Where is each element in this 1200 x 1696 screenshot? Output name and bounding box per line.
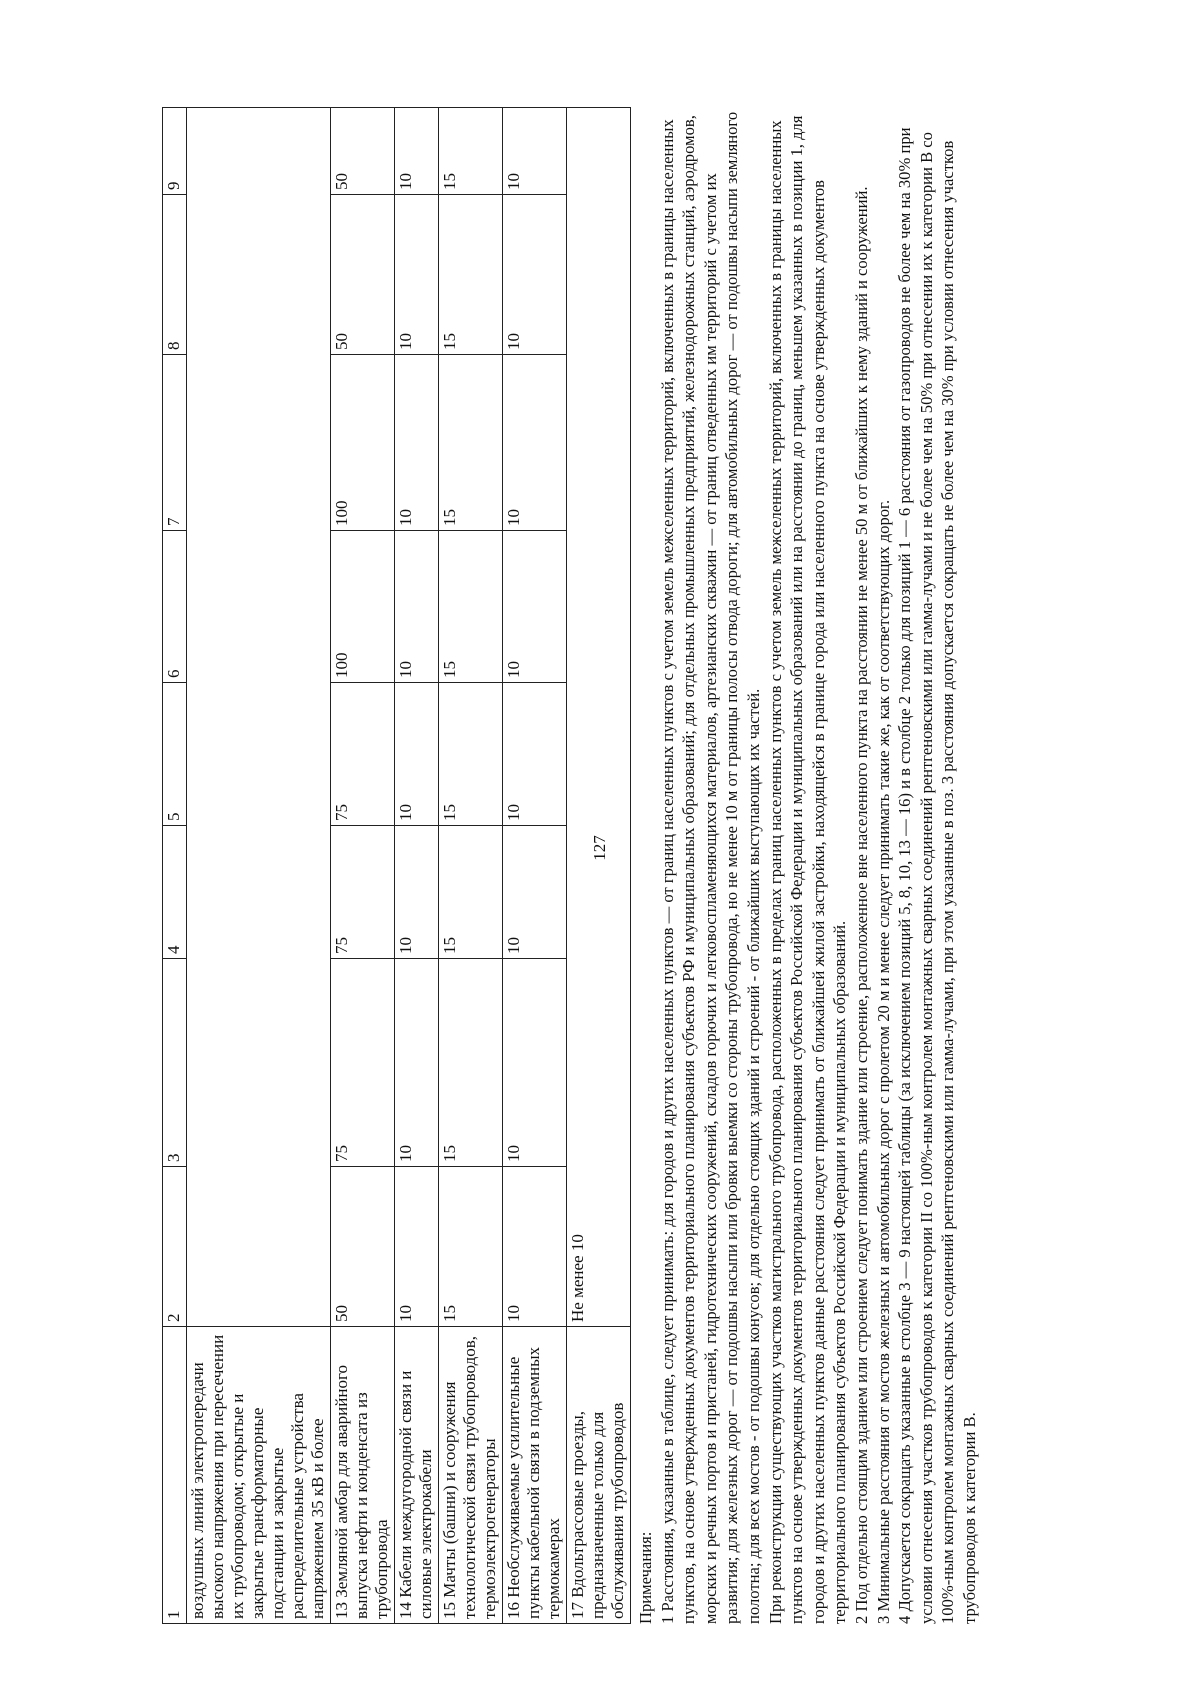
table-row <box>395 108 439 1624</box>
value-cell: 50 <box>331 1167 395 1327</box>
empty-cell <box>187 108 331 1327</box>
merged-value-cell: Не менее 10 <box>567 108 631 1327</box>
header-cell: 4 <box>163 826 187 959</box>
value-cell: 10 <box>395 531 439 683</box>
value-cell: 15 <box>439 108 503 195</box>
value-cell: 75 <box>331 959 395 1167</box>
value-cell: 15 <box>439 826 503 959</box>
header-cell: 8 <box>163 195 187 355</box>
row-label: 14 Кабели междугородной связи и силовые электрокабели <box>395 1327 439 1624</box>
value-cell: 75 <box>331 683 395 826</box>
value-cell: 50 <box>331 108 395 195</box>
header-cell: 1 <box>163 1327 187 1624</box>
row-label: 13 Земляной амбар для аварийного выпуска нефти и конденсата из трубопровода <box>331 1327 395 1624</box>
table-header-row <box>163 108 187 1624</box>
table-row-continuation <box>187 108 331 1624</box>
table-row <box>331 108 395 1624</box>
value-cell: 10 <box>503 959 567 1167</box>
table-row <box>439 108 503 1624</box>
value-cell: 10 <box>503 1167 567 1327</box>
value-cell: 10 <box>503 355 567 531</box>
note-paragraph: 3 Минимальные расстояния от мостов железных и автомобильных дорог с пролетом 20 м и менее следует принимать такие же, как от соответствующих дорог. <box>873 499 893 1624</box>
value-cell: 75 <box>331 826 395 959</box>
value-cell: 10 <box>395 959 439 1167</box>
value-cell: 100 <box>331 355 395 531</box>
value-cell: 15 <box>439 195 503 355</box>
header-cell: 7 <box>163 355 187 531</box>
notes-section <box>635 108 981 1624</box>
value-cell: 10 <box>395 683 439 826</box>
value-cell: 10 <box>395 195 439 355</box>
page-number: 127 <box>590 835 609 861</box>
value-cell: 10 <box>503 531 567 683</box>
row-label: воздушных линий электропередачи высокого напряжения при пересечении их трубопроводом; открытые и закрытые трансформаторные подстанции и закрытые распределительные устройства напряжением 35 кВ и более <box>187 1327 331 1624</box>
value-cell: 10 <box>395 355 439 531</box>
value-cell: 10 <box>395 108 439 195</box>
distance-table <box>162 107 631 1624</box>
header-cell: 6 <box>163 531 187 683</box>
header-cell: 2 <box>163 1167 187 1327</box>
value-cell: 15 <box>439 531 503 683</box>
note-paragraph: При реконструкции существующих участков магистрального трубопровода, расположенных в пределах границ населенных пунктов с учетом земель межселенных территорий, включенных в границы населенных пунктов на основе утвержденных документов территориального планирования субъектов Российской Федерации и муниципальных образований или на расстоянии до границ, меньшем указанных в позиции 1, для городов и других населенных пунктов данные расстояния следует принимать от ближайшей жилой застройки, находящейся в границе города или населенного пункта на основе утвержденных документов территориального планирования субъектов Российской Федерации и муниципальных образований. <box>765 115 850 1624</box>
table-row <box>503 108 567 1624</box>
header-cell: 5 <box>163 683 187 826</box>
value-cell: 100 <box>331 531 395 683</box>
table-row-17 <box>567 108 631 1624</box>
header-cell: 9 <box>163 108 187 195</box>
row-label: 15 Мачты (башни) и сооружения технологической связи трубопроводов, термоэлектрогенераторы <box>439 1327 503 1624</box>
value-cell: 10 <box>503 683 567 826</box>
value-cell: 15 <box>439 355 503 531</box>
value-cell: 15 <box>439 683 503 826</box>
note-paragraph: 2 Под отдельно стоящим зданием или строением следует понимать здание или строение, расположенное вне населенного пункта на расстоянии не менее 50 м от ближайших к нему зданий и сооружений. <box>851 186 871 1624</box>
note-paragraph: 1 Расстояния, указанные в таблице, следует принимать: для городов и других населенных пунктов — от границ населенных пунктов с учетом земель межселенных территорий, включенных в границы населенных пунктов, на основе утвержденных документов территориального планирования субъектов РФ и муниципальных образований; для отдельных промышленных предприятий, железнодорожных станций, аэродромов, морских и речных портов и пристаней, гидротехнических сооружений, складов горючих и легковоспламеняющихся материалов, артезианских скважин — от границ отведенных им территорий с учетом их развития; для железных дорог — от подошвы насыпи или бровки выемки со стороны трубопровода, но не менее 10 м от границы полосы отвода дороги; для автомобильных дорог — от подошвы насыпи земляного полотна; для всех мостов - от подошвы конусов; для отдельно стоящих зданий и строений - от ближайших выступающих их частей. <box>657 111 763 1624</box>
header-cell: 3 <box>163 959 187 1167</box>
notes-heading: Примечания: <box>636 1531 655 1624</box>
value-cell: 10 <box>503 826 567 959</box>
rotated-sheet <box>162 108 1062 1624</box>
value-cell: 15 <box>439 959 503 1167</box>
value-cell: 10 <box>395 826 439 959</box>
note-paragraph: 4 Допускается сокращать указанные в столбце 3 — 9 настоящей таблицы (за исключением позиций 5, 8, 10, 13 — 16) и в столбце 2 только для позиций 1 — 6 расстояния от газопроводов не более чем на 30% при условии отнесения участков трубопроводов к категории II со 100%-ным контролем монтажных сварных соединений рентгеновскими или гамма-лучами и не более чем на 50% при отнесении их к категории В со 100%-ным контролем монтажных сварных соединений рентгеновскими или гамма-лучами, при этом указанные в поз. 3 расстояния допускается сокращать не более чем на 30% при условии отнесения участков трубопроводов к категории В. <box>895 127 979 1624</box>
row-label: 16 Необслуживаемые усилительные пункты кабельной связи в подземных термокамерах <box>503 1327 567 1624</box>
value-cell: 50 <box>331 195 395 355</box>
value-cell: 15 <box>439 1167 503 1327</box>
value-cell: 10 <box>395 1167 439 1327</box>
row-label: 17 Вдольтрассовые проезды, предназначенные только для обслуживания трубопроводов <box>567 1327 631 1624</box>
value-cell: 10 <box>503 108 567 195</box>
value-cell: 10 <box>503 195 567 355</box>
